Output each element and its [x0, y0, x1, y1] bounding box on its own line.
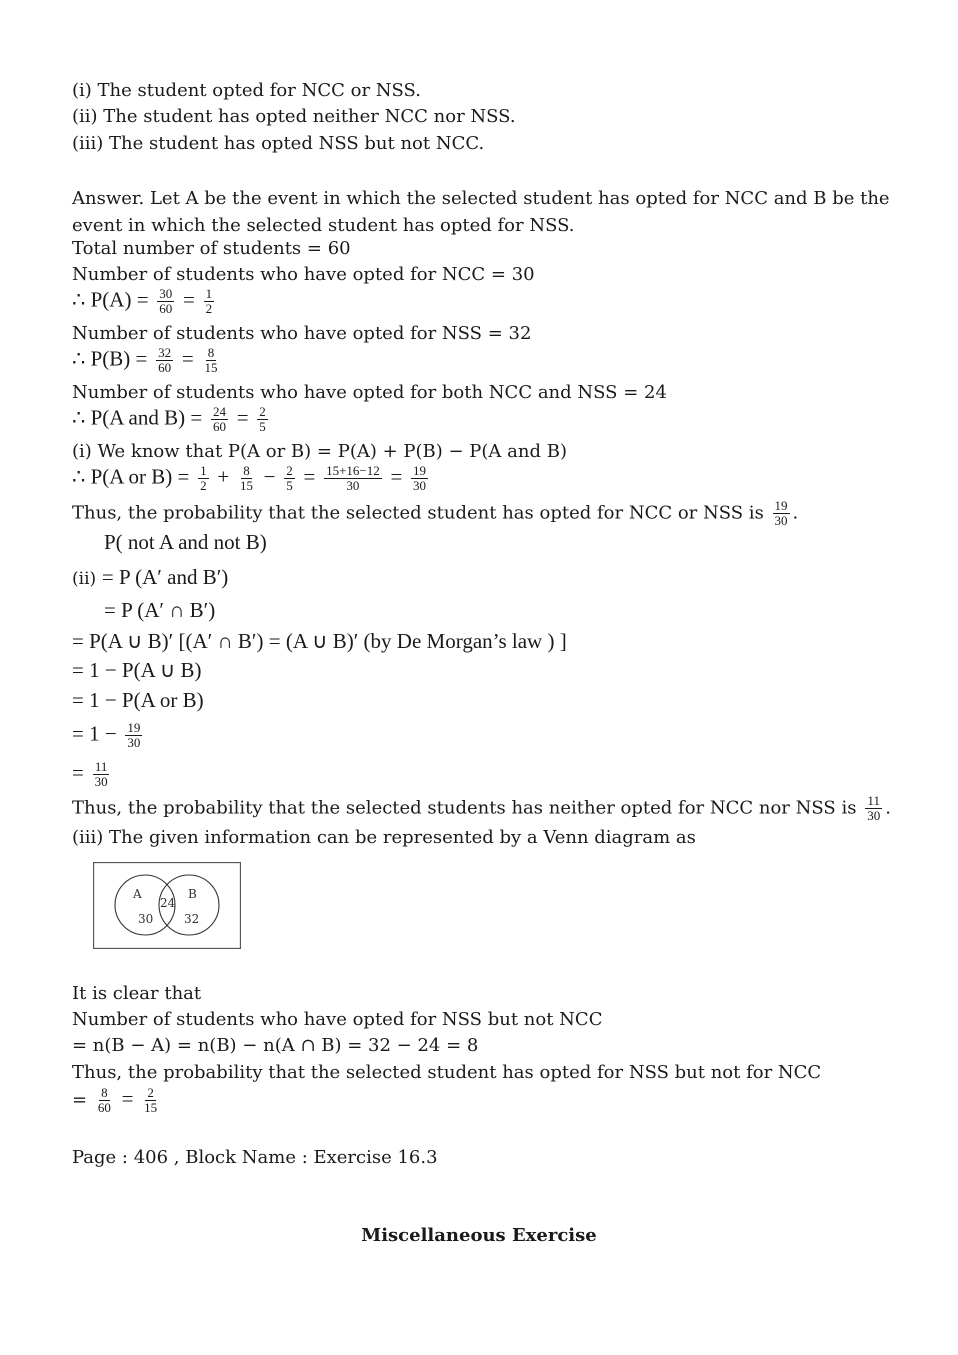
venn-label-b: B — [188, 887, 197, 901]
part2-line8: = $\frac{11}{30}$ — [72, 759, 108, 789]
nss-count: Number of students who have opted for NSS = 32 — [72, 323, 532, 344]
part2-conclusion: Thus, the probability that the selected students has neither opted for NCC nor NSS is $\frac{11}{30}$ . — [72, 793, 891, 823]
part2-line3: = P (A′ ∩ B′) — [104, 598, 216, 622]
prob-a-and-b-equation: ∴ P(A and B) = $\frac{24}{60}$ = $\frac{2}{5}$ — [72, 404, 266, 434]
part2-line4: = P(A ∪ B)′ [(A′ ∩ B′) = (A ∪ B)′ (by De Morgan’s law ) ] — [72, 629, 567, 653]
prob-b-equation: ∴ P(B) = $\frac{32}{60}$ = $\frac{8}{15}$ — [72, 345, 218, 375]
venn-label-a: A — [133, 887, 142, 901]
fraction: $\frac{2}{5}$ — [286, 463, 293, 493]
prob-a-lhs: ∴ P(A) = — [72, 287, 149, 312]
question-part-1: (i) The student opted for NCC or NSS. — [72, 80, 421, 101]
part3-conclusion: Thus, the probability that the selected student has opted for NSS but not for NCC — [72, 1062, 822, 1083]
venn-value-both: 24 — [160, 896, 176, 910]
fraction: $\frac{2}{5}$ — [259, 404, 266, 434]
part2-line5: = 1 − P(A ∪ B) — [72, 658, 202, 682]
fraction: $\frac{8}{15}$ — [239, 463, 253, 493]
fraction: $\frac{8}{60}$ — [97, 1085, 111, 1115]
nss-not-ncc-calc: = n(B − A) = n(B) − n(A ∩ B) = 32 − 24 = 8 — [72, 1035, 479, 1056]
venn-value-a: 30 — [138, 912, 154, 926]
venn-value-b: 32 — [184, 912, 200, 926]
page-info: Page : 406 , Block Name : Exercise 16.3 — [72, 1147, 438, 1168]
part1-conclusion: Thus, the probability that the selected student has opted for NCC or NSS is $\frac{19}{30}$ . — [72, 498, 799, 528]
prob-a-equation: ∴ P(A) = $\frac{30}{60}$ = $\frac{1}{2}$ — [72, 286, 213, 316]
fraction: $\frac{32}{60}$ — [158, 345, 172, 375]
fraction: $\frac{15+16-12}{30}$ — [326, 463, 380, 493]
fraction: $\frac{19}{30}$ — [127, 720, 141, 750]
ncc-count: Number of students who have opted for NCC = 30 — [72, 264, 535, 285]
venn-diagram — [93, 862, 241, 949]
prob-a-or-b-lhs: ∴ P(A or B) = — [72, 464, 190, 489]
part3-result: = $\frac{8}{60}$ = $\frac{2}{15}$ — [72, 1085, 158, 1115]
fraction: $\frac{19}{30}$ — [774, 498, 788, 528]
part2-line7: = 1 − $\frac{19}{30}$ — [72, 720, 141, 750]
part2-line6: = 1 − P(A or B) — [72, 688, 204, 712]
fraction: $\frac{11}{30}$ — [94, 759, 108, 789]
fraction: $\frac{8}{15}$ — [204, 345, 218, 375]
fraction: $\frac{2}{15}$ — [144, 1085, 158, 1115]
fraction: $\frac{24}{60}$ — [212, 404, 226, 434]
answer-intro: Answer. Let A be the event in which the selected student has opted for NCC and B be the event in which the selected student has opted for NSS. — [72, 188, 890, 236]
fraction: $\frac{19}{30}$ — [413, 463, 427, 493]
part2-line1: P( not A and not B) — [104, 530, 267, 554]
prob-a-and-b-lhs: ∴ P(A and B) = — [72, 405, 203, 430]
part2-line2: (ii) = P (A′ and B′) — [72, 565, 229, 589]
question-part-2: (ii) The student has opted neither NCC nor NSS. — [72, 106, 516, 127]
fraction: $\frac{1}{2}$ — [200, 463, 207, 493]
prob-a-or-b-equation: ∴ P(A or B) = $\frac{1}{2}$ + $\frac{8}{15}$ − $\frac{2}{5}$ = $\frac{15+16-12}{30}$ = $\frac{19}{30}$ — [72, 463, 427, 493]
nss-not-ncc: Number of students who have opted for NSS but not NCC — [72, 1009, 603, 1030]
both-count: Number of students who have opted for both NCC and NSS = 24 — [72, 382, 667, 403]
clear-that: It is clear that — [72, 983, 202, 1004]
fraction: $\frac{11}{30}$ — [867, 793, 881, 823]
part3-intro: (iii) The given information can be represented by a Venn diagram as — [72, 827, 696, 848]
total-students: Total number of students = 60 — [72, 238, 351, 259]
section-title: Miscellaneous Exercise — [361, 1225, 597, 1246]
part1-formula: (i) We know that P(A or B) = P(A) + P(B) − P(A and B) — [72, 441, 567, 462]
fraction: $\frac{30}{60}$ — [159, 286, 173, 316]
fraction: $\frac{1}{2}$ — [205, 286, 213, 316]
question-part-3: (iii) The student has opted NSS but not NCC. — [72, 133, 485, 154]
prob-b-lhs: ∴ P(B) = — [72, 346, 148, 371]
